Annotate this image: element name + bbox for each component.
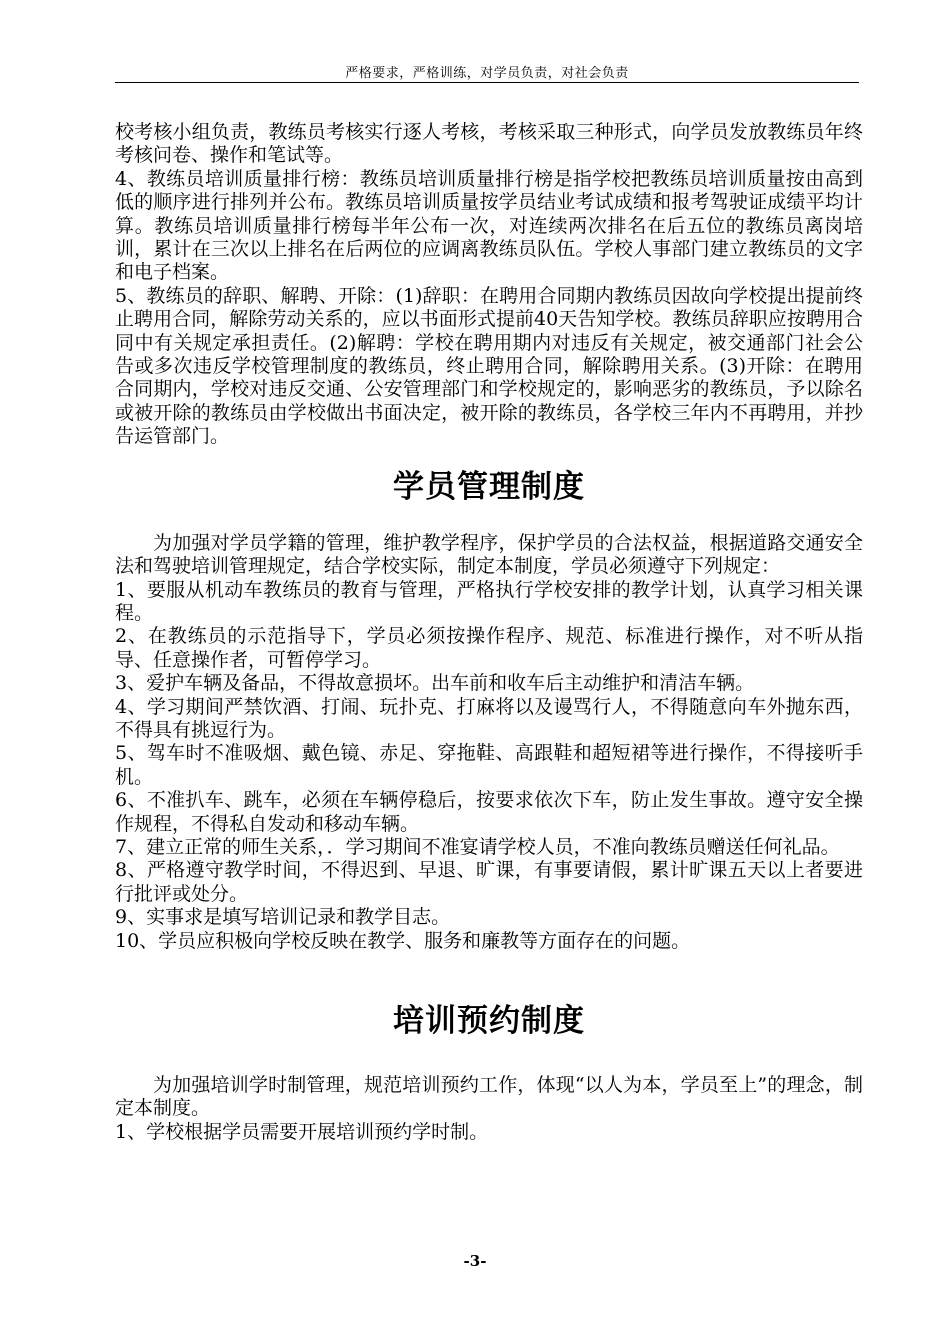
list-item: 8、严格遵守教学时间，不得迟到、早退、旷课，有事要请假，累计旷课五天以上者要进行批评或处分。 bbox=[115, 859, 863, 905]
paragraph: 校考核小组负责，教练员考核实行逐人考核，考核采取三种形式，向学员发放教练员年终考核问卷、操作和笔试等。 bbox=[115, 121, 863, 167]
header-divider bbox=[115, 82, 859, 83]
paragraph: 4、教练员培训质量排行榜：教练员培训质量排行榜是指学校把教练员培训质量按由高到低的顺序进行排列并公布。教练员培训质量按学员结业考试成绩和报考驾驶证成绩平均计算。教练员培训质量排行榜每半年公布一次，对连续两次排名在后五位的教练员离岗培训，累计在三次以上排名在后两位的应调离教练员队伍。学校人事部门建立教练员的文字和电子档案。 bbox=[115, 167, 863, 284]
paragraph: 5、教练员的辞职、解聘、开除：(1)辞职：在聘用合同期内教练员因故向学校提出提前终止聘用合同，解除劳动关系的，应以书面形式提前40天告知学校。教练员辞职应按聘用合同中有关规定承担责任。(2)解聘：学校在聘用期内对违反有关规定，被交通部门社会公告或多次违反学校管理制度的教练员，终止聘用合同，解除聘用关系。(3)开除：在聘用合同期内，学校对违反交通、公安管理部门和学校规定的，影响恶劣的教练员，予以除名或被开除的教练员由学校做出书面决定，被开除的教练员，各学校三年内不再聘用，并抄告运管部门。 bbox=[115, 284, 863, 448]
section-intro: 为加强对学员学籍的管理，维护教学程序，保护学员的合法权益，根据道路交通安全法和驾驶培训管理规定，结合学校实际，制定本制度，学员必须遵守下列规定： bbox=[115, 531, 863, 578]
page-header: 严格要求，严格训练，对学员负责，对社会负责 bbox=[345, 66, 629, 81]
list-item: 10、学员应积极向学校反映在教学、服务和廉教等方面存在的问题。 bbox=[115, 929, 691, 952]
list-item: 9、实事求是填写培训记录和教学目志。 bbox=[115, 906, 451, 929]
list-item: 3、爱护车辆及备品，不得故意损坏。出车前和收车后主动维护和清洁车辆。 bbox=[115, 672, 755, 695]
list-item: 1、学校根据学员需要开展培训预约学时制。 bbox=[115, 1120, 489, 1143]
list-item: 7、建立正常的师生关系，．学习期间不准宴请学校人员，不准向教练员赠送任何礼品。 bbox=[115, 835, 840, 858]
list-item: 2、在教练员的示范指导下，学员必须按操作程序、规范、标准进行操作，对不听从指导、任意操作者，可暂停学习。 bbox=[115, 625, 863, 671]
section-title-student-management: 学员管理制度 bbox=[393, 468, 585, 505]
list-item: 4、学习期间严禁饮酒、打闹、玩扑克、打麻将以及谩骂行人，不得随意向车外抛东西，不得具有挑逗行为。 bbox=[115, 695, 863, 741]
section-title-training-booking: 培训预约制度 bbox=[393, 1003, 585, 1039]
section-intro: 为加强培训学时制管理，规范培训预约工作，体现“以人为本，学员至上”的理念，制定本制度。 bbox=[115, 1074, 863, 1120]
list-item: 6、不准扒车、跳车，必须在车辆停稳后，按要求依次下车，防止发生事故。遵守安全操作规程，不得私自发动和移动车辆。 bbox=[115, 789, 863, 835]
page-number: -3- bbox=[463, 1252, 487, 1270]
list-item: 5、驾车时不准吸烟、戴色镜、赤足、穿拖鞋、高跟鞋和超短裙等进行操作，不得接听手机。 bbox=[115, 742, 863, 788]
list-item: 1、要服从机动车教练员的教育与管理，严格执行学校安排的教学计划，认真学习相关课程。 bbox=[115, 578, 863, 624]
document-body bbox=[115, 121, 863, 1144]
